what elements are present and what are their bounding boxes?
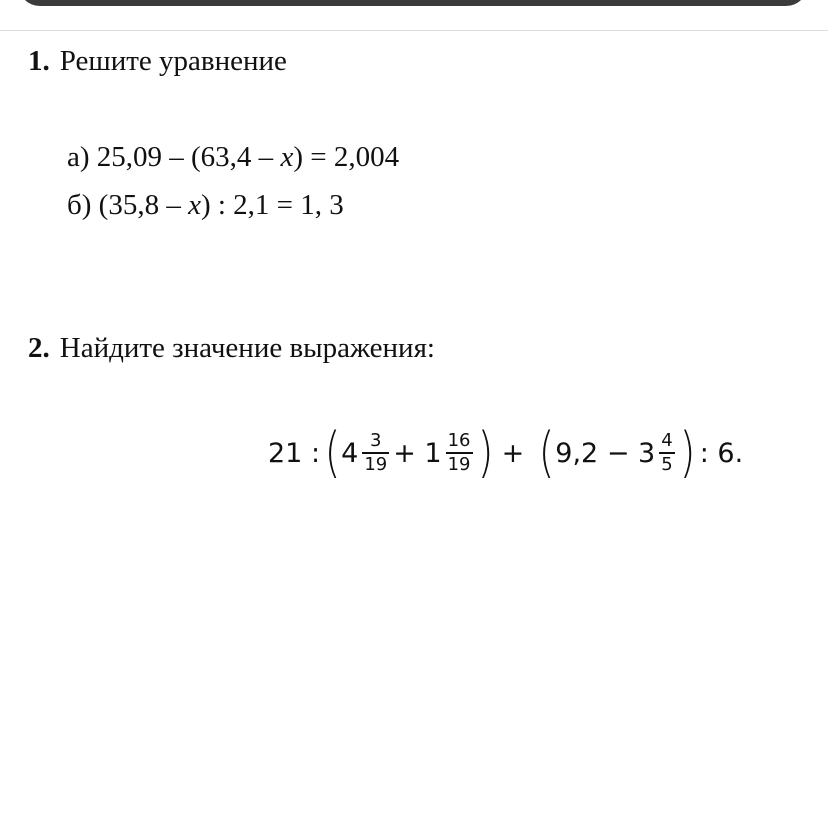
equation-b <box>67 188 344 222</box>
fraction-3 <box>659 431 674 475</box>
task-2-heading <box>28 331 435 365</box>
open-paren-2: ( <box>538 421 555 484</box>
fraction-3-numerator: 4 <box>661 430 673 452</box>
plus-one: + 1 <box>393 437 442 469</box>
fraction-2 <box>446 431 473 475</box>
equation-a-suffix: ) = 2,004 <box>293 141 400 173</box>
task-1-number: 1. <box>28 45 50 77</box>
expression-tail: : 6. <box>699 437 744 469</box>
close-paren-1: ) <box>477 421 493 484</box>
term-1-whole: 4 <box>341 437 359 469</box>
fraction-3-denominator: 5 <box>661 453 673 475</box>
open-paren-1: ( <box>324 421 341 484</box>
fraction-2-numerator: 16 <box>447 430 471 452</box>
task-1-title: Решите уравнение <box>59 45 287 77</box>
equation-a <box>67 140 399 174</box>
top-bar <box>18 0 808 6</box>
part-2-lead: 9,2 − 3 <box>555 437 656 469</box>
close-paren-2: ) <box>679 421 696 484</box>
plus-sign: + <box>501 437 525 469</box>
fraction-1 <box>362 431 389 475</box>
equation-b-prefix: б) (35,8 – <box>67 189 189 221</box>
expression-lead: 21 : <box>268 437 321 469</box>
fraction-1-numerator: 3 <box>370 430 382 452</box>
equation-b-suffix: ) : 2,1 = 1, 3 <box>200 189 344 221</box>
fraction-2-denominator: 19 <box>447 453 471 475</box>
task-1-heading <box>28 44 287 78</box>
task-2-number: 2. <box>28 332 50 364</box>
equation-a-prefix: а) 25,09 – (63,4 – <box>67 141 281 173</box>
fraction-1-denominator: 19 <box>364 453 388 475</box>
equation-b-variable: x <box>188 189 201 221</box>
equation-a-variable: x <box>280 141 294 173</box>
task-2-expression <box>268 418 743 488</box>
task-2-title: Найдите значение выражения: <box>59 332 435 364</box>
top-divider <box>0 30 828 31</box>
